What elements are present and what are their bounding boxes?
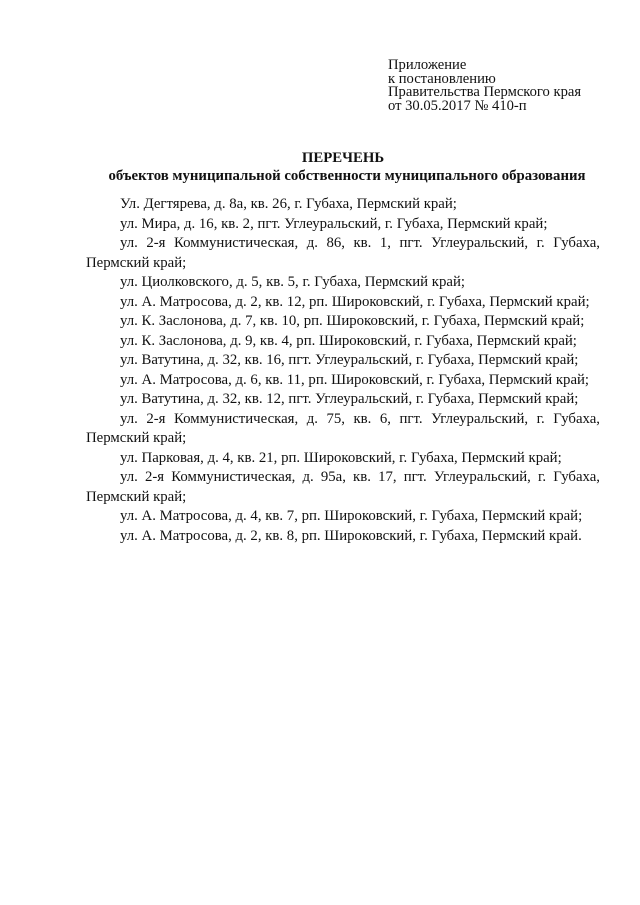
address-list bbox=[86, 195, 600, 546]
list-item: ул. Ватутина, д. 32, кв. 12, пгт. Углеуральский, г. Губаха, Пермский край; bbox=[120, 391, 579, 407]
appendix-header bbox=[388, 59, 581, 114]
list-item: ул. Парковая, д. 4, кв. 21, рп. Широковский, г. Губаха, Пермский край; bbox=[120, 449, 562, 466]
list-item: ул. А. Матросова, д. 6, кв. 11, рп. Широковский, г. Губаха, Пермский край; bbox=[120, 371, 590, 388]
list-item: ул. К. Заслонова, д. 9, кв. 4, рп. Широковский, г. Губаха, Пермский край; bbox=[120, 332, 577, 349]
list-item: ул. Циолковского, д. 5, кв. 5, г. Губаха, Пермский край; bbox=[120, 274, 465, 290]
list-item: ул. К. Заслонова, д. 7, кв. 10, рп. Широковский, г. Губаха, Пермский край; bbox=[120, 313, 585, 329]
appendix-line-2: к постановлению bbox=[388, 70, 496, 87]
list-item: ул. 2-я Коммунистическая, д. 86, кв. 1, пгт. Углеуральский, г. Губаха, Пермский край; bbox=[86, 235, 600, 271]
appendix-line-1: Приложение bbox=[388, 57, 467, 73]
list-item: ул. 2-я Коммунистическая, д. 95а, кв. 17, пгт. Углеуральский, г. Губаха, Пермский край; bbox=[86, 469, 600, 505]
appendix-line-3: Правительства Пермского края bbox=[388, 84, 582, 101]
list-item: ул. Ватутина, д. 32, кв. 16, пгт. Углеуральский, г. Губаха, Пермский край; bbox=[120, 352, 579, 368]
list-item: Ул. Дегтярева, д. 8а, кв. 26, г. Губаха, Пермский край; bbox=[120, 196, 457, 212]
appendix-line-4: от 30.05.2017 № 410-п bbox=[388, 98, 527, 115]
list-item: ул. Мира, д. 16, кв. 2, пгт. Углеуральский, г. Губаха, Пермский край; bbox=[120, 215, 548, 232]
document-subtitle: объектов муниципальной собственности муниципального образования bbox=[108, 168, 586, 184]
list-item: ул. А. Матросова, д. 4, кв. 7, рп. Широковский, г. Губаха, Пермский край; bbox=[120, 508, 583, 524]
list-item: ул. 2-я Коммунистическая, д. 75, кв. 6, пгт. Углеуральский, г. Губаха, Пермский край; bbox=[86, 410, 600, 446]
list-item: ул. А. Матросова, д. 2, кв. 8, рп. Широковский, г. Губаха, Пермский край. bbox=[120, 527, 582, 544]
document-title: ПЕРЕЧЕНЬ bbox=[301, 150, 385, 166]
list-item: ул. А. Матросова, д. 2, кв. 12, рп. Широковский, г. Губаха, Пермский край; bbox=[120, 293, 590, 310]
